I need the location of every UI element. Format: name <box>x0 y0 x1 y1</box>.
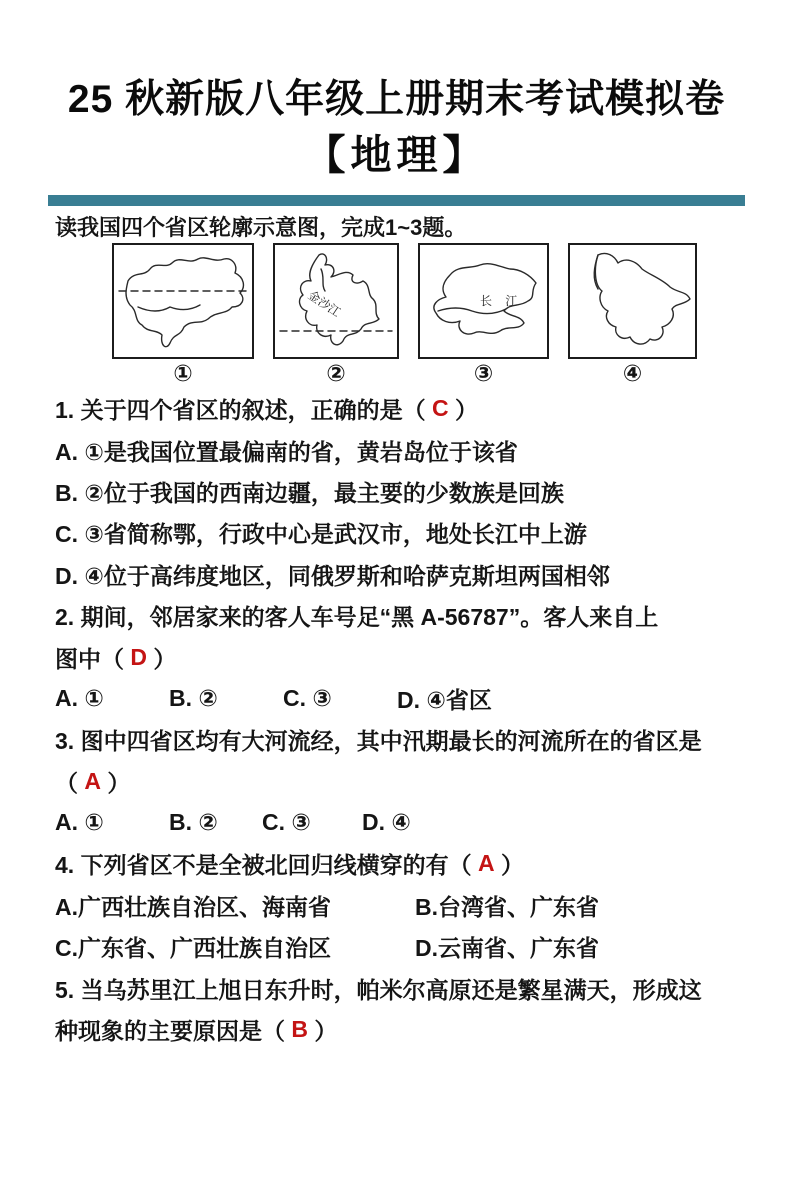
q1-close-paren: ） <box>448 397 478 424</box>
q1-option-a: A. ①是我国位置最偏南的省，黄岩岛位于该省 <box>55 438 518 465</box>
q1-answer: C <box>431 395 449 422</box>
map-cell-4 <box>568 243 697 386</box>
province-map-1 <box>112 243 254 359</box>
q3-options-row <box>55 802 755 843</box>
map-caption-3: ③ <box>473 360 494 386</box>
map-cell-2 <box>273 243 399 386</box>
question-2-stem-line2 <box>55 636 755 677</box>
q3-option-c: C. ③ <box>262 809 311 836</box>
q1-option-d: D. ④位于高纬度地区，同俄罗斯和哈萨克斯坦两国相邻 <box>55 562 610 589</box>
q2-option-b: B. ② <box>169 684 218 711</box>
province-map-2 <box>273 243 399 359</box>
q4-option-a: A.广西壮族自治区、海南省 <box>55 893 331 920</box>
q3-open-paren: （ <box>55 769 85 796</box>
map-3-river-label: 长 江 <box>480 294 523 308</box>
q2-options-row <box>55 678 755 719</box>
question-4-stem <box>55 843 755 884</box>
q3-answer: A <box>84 767 102 794</box>
q4-stem-text: 4. 下列省区不是全被北回归线横穿的有（ <box>55 852 478 879</box>
q2-option-a: A. ① <box>55 684 104 711</box>
question-5-stem-line1: 5. 当乌苏里江上旭日东升时，帕米尔高原还是繁星满天，形成这 <box>55 976 702 1003</box>
q4-option-c: C.广东省、广西壮族自治区 <box>55 935 331 962</box>
q2-option-c: C. ③ <box>283 684 332 711</box>
q5-answer: B <box>291 1016 309 1043</box>
q2-option-d: D. ④省区 <box>397 686 492 713</box>
q1-stem-text: 1. 关于四个省区的叙述，正确的是（ <box>55 397 432 424</box>
province-map-3 <box>418 243 549 359</box>
question-list <box>55 388 755 1050</box>
map-cell-3 <box>418 243 549 386</box>
q2-close-paren: ） <box>147 645 177 672</box>
map-caption-1: ① <box>173 360 193 386</box>
province-outline-figure <box>112 243 793 386</box>
q5-stem-text: 种现象的主要原因是（ <box>55 1018 292 1045</box>
province-map-4 <box>568 243 697 359</box>
q3-option-b: B. ② <box>169 809 218 836</box>
map-caption-2: ② <box>326 360 346 386</box>
q5-close-paren: ） <box>308 1018 338 1045</box>
map-caption-4: ④ <box>622 360 643 386</box>
q1-option-b: B. ②位于我国的西南边疆，最主要的少数族是回族 <box>55 479 564 506</box>
accent-divider-bar <box>48 195 745 206</box>
q4-options-row-2 <box>55 926 755 967</box>
page-title-line2: 【地理】 <box>304 132 489 178</box>
q2-answer: D <box>130 643 148 670</box>
q4-options-row-1 <box>55 885 755 926</box>
q4-answer: A <box>477 850 495 877</box>
question-5-stem-line2 <box>55 1009 755 1050</box>
map-cell-1 <box>112 243 254 386</box>
q2-stem-text: 图中（ <box>55 645 131 672</box>
question-1-stem <box>55 388 755 429</box>
q4-close-paren: ） <box>494 852 524 879</box>
q4-option-b: B.台湾省、广东省 <box>415 893 599 920</box>
exam-sheet <box>0 76 793 1050</box>
q4-option-d: D.云南省、广东省 <box>415 935 599 962</box>
intro-text: 读我国四个省区轮廓示意图，完成1~3题。 <box>55 215 467 240</box>
question-3-stem: 3. 图中四省区均有大河流经，其中汛期最长的河流所在的省区是 <box>55 728 702 755</box>
q3-option-d: D. ④ <box>362 809 411 836</box>
question-2-stem-line1: 2. 期间，邻居家来的客人车号足“黑 A-56787”。客人来自上 <box>55 604 659 631</box>
q3-close-paren: ） <box>101 769 131 796</box>
q3-option-a: A. ① <box>55 809 104 836</box>
page-title-line1: 25 秋新版八年级上册期末考试模拟卷 <box>67 78 726 121</box>
q1-option-c: C. ③省简称鄂，行政中心是武汉市，地处长江中上游 <box>55 521 587 548</box>
question-3-answer-line <box>55 761 755 802</box>
map-2-river-label: 金沙江 <box>305 287 344 320</box>
